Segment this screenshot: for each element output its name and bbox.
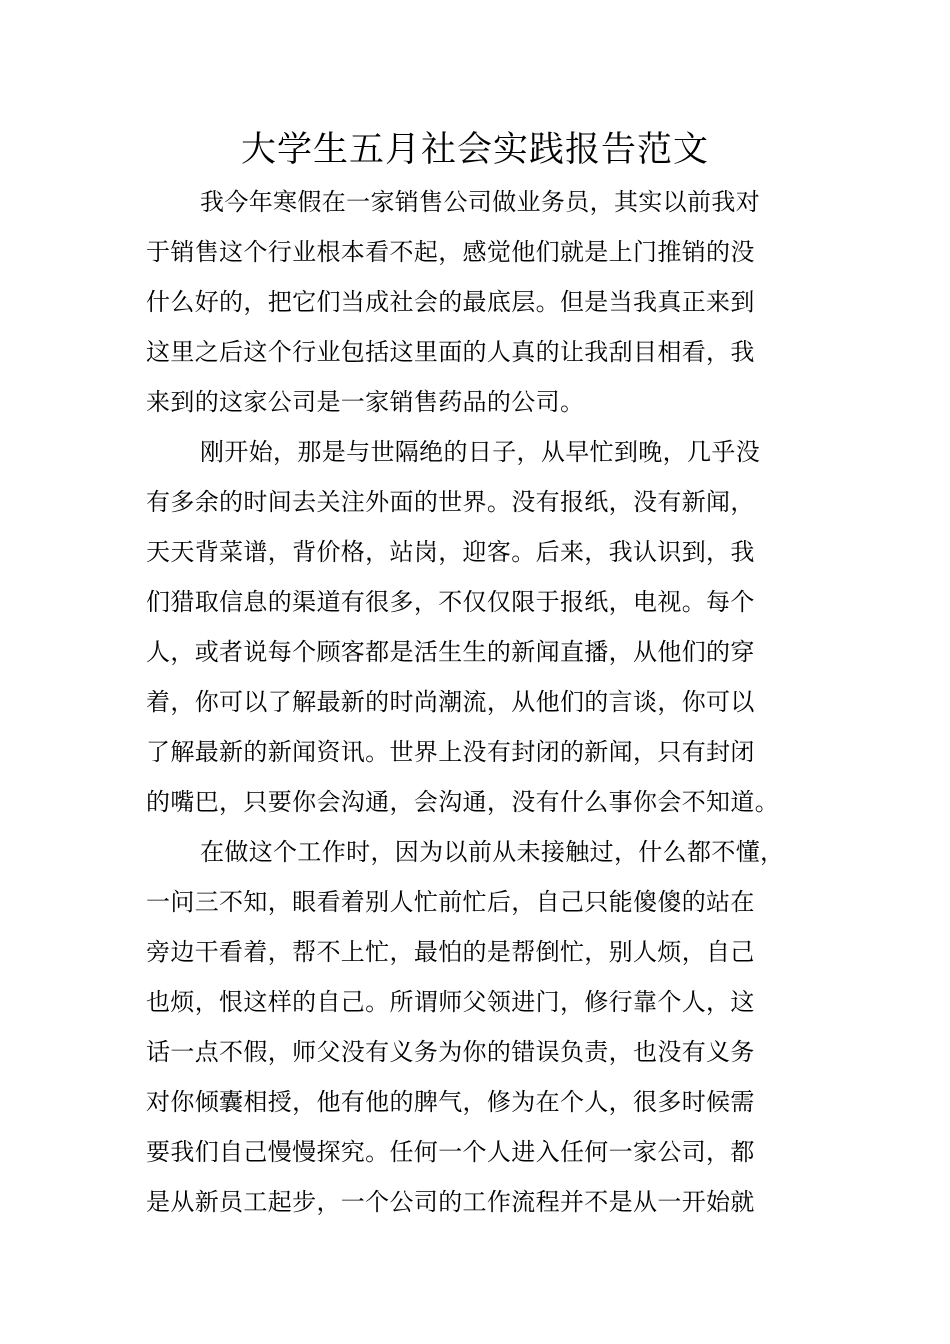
paragraph-1 [146, 177, 836, 427]
paragraph-line: 这里之后这个行业包括这里面的人真的让我刮目相看，我 [146, 338, 755, 366]
paragraph-2 [146, 427, 836, 827]
paragraph-line: 于销售这个行业根本看不起，感觉他们就是上门推销的没 [146, 238, 755, 266]
paragraph-line: 对你倾囊相授，他有他的脾气，修为在个人，很多时候需 [146, 1088, 755, 1116]
paragraph-line: 天天背菜谱，背价格，站岗，迎客。后来，我认识到，我 [146, 538, 755, 566]
paragraph-line: 什么好的，把它们当成社会的最底层。但是当我真正来到 [146, 288, 755, 316]
paragraph-line: 话一点不假，师父没有义务为你的错误负责，也没有义务 [146, 1038, 755, 1066]
paragraph-line: 们猎取信息的渠道有很多，不仅仅限于报纸，电视。每个 [146, 588, 755, 616]
paragraph-line: 来到的这家公司是一家销售药品的公司。 [146, 388, 585, 416]
paragraph-line: 我今年寒假在一家销售公司做业务员，其实以前我对 [200, 188, 761, 216]
paragraph-line: 要我们自己慢慢探究。任何一个人进入任何一家公司，都 [146, 1138, 755, 1166]
document-body [146, 177, 836, 1227]
paragraph-line: 有多余的时间去关注外面的世界。没有报纸，没有新闻， [146, 488, 755, 516]
paragraph-3 [146, 827, 836, 1227]
paragraph-line: 旁边干看着，帮不上忙，最怕的是帮倒忙，别人烦，自己 [146, 938, 755, 966]
paragraph-line: 在做这个工作时，因为以前从未接触过，什么都不懂， [200, 838, 785, 866]
paragraph-line: 一问三不知，眼看着别人忙前忙后，自己只能傻傻的站在 [146, 888, 755, 916]
paragraph-line: 也烦，恨这样的自己。所谓师父领进门，修行靠个人，这 [146, 988, 755, 1016]
document-title: 大学生五月社会实践报告范文 [240, 130, 709, 170]
paragraph-line: 了解最新的新闻资讯。世界上没有封闭的新闻，只有封闭 [146, 738, 755, 766]
paragraph-line: 人，或者说每个顾客都是活生生的新闻直播，从他们的穿 [146, 638, 755, 666]
paragraph-line: 刚开始，那是与世隔绝的日子，从早忙到晚，几乎没 [200, 438, 761, 466]
paragraph-line: 着，你可以了解最新的时尚潮流，从他们的言谈，你可以 [146, 688, 755, 716]
paragraph-line: 是从新员工起步，一个公司的工作流程并不是从一开始就 [146, 1188, 755, 1216]
paragraph-line: 的嘴巴，只要你会沟通，会沟通，没有什么事你会不知道。 [146, 788, 780, 816]
